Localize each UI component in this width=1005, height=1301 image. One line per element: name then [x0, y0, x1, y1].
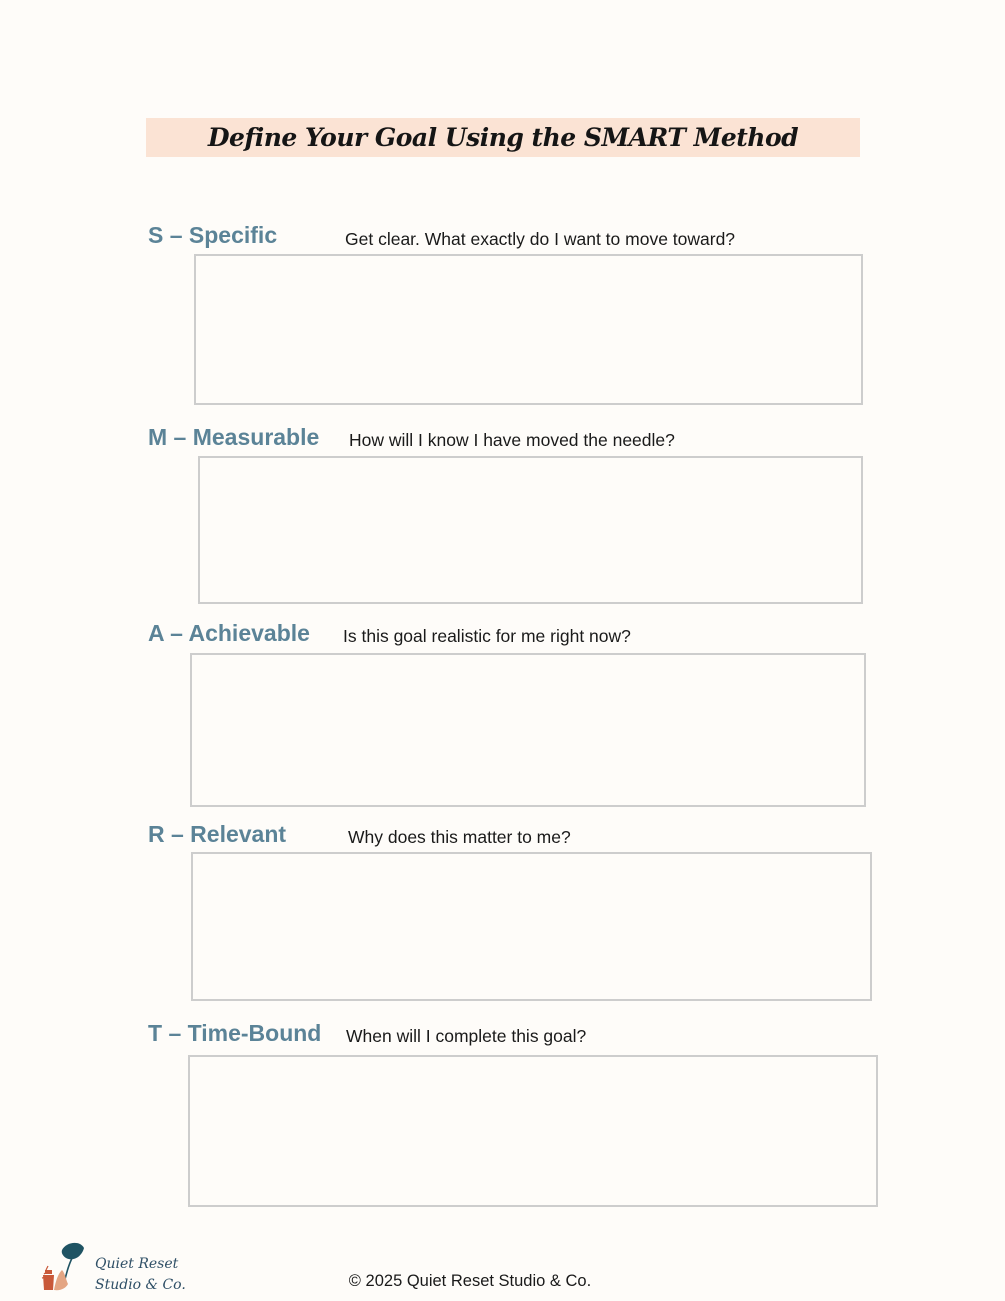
brand-name-line2: Studio & Co.: [95, 1277, 186, 1293]
copyright-footer: © 2025 Quiet Reset Studio & Co.: [348, 1272, 592, 1290]
section-prompt-achievable: Is this goal realistic for me right now?: [343, 626, 631, 646]
answer-box-measurable[interactable]: [198, 456, 863, 604]
brand-name-line1: Quiet Reset: [95, 1256, 179, 1272]
section-heading-achievable: A – Achievable: [148, 620, 310, 646]
section-heading-time-bound: T – Time-Bound: [148, 1020, 322, 1046]
answer-box-specific[interactable]: [194, 254, 863, 405]
section-heading-measurable: M – Measurable: [148, 424, 320, 450]
title-banner: [146, 118, 860, 157]
section-heading-specific: S – Specific: [148, 222, 278, 248]
page-title: Define Your Goal Using the SMART Method: [207, 123, 799, 152]
answer-box-relevant[interactable]: [191, 852, 872, 1001]
answer-box-achievable[interactable]: [190, 653, 866, 807]
section-prompt-measurable: How will I know I have moved the needle?: [349, 430, 675, 450]
section-prompt-specific: Get clear. What exactly do I want to move toward?: [345, 229, 736, 249]
section-prompt-time-bound: When will I complete this goal?: [346, 1026, 587, 1046]
section-heading-relevant: R – Relevant: [148, 821, 287, 847]
answer-box-time-bound[interactable]: [188, 1055, 878, 1207]
section-prompt-relevant: Why does this matter to me?: [348, 827, 571, 847]
